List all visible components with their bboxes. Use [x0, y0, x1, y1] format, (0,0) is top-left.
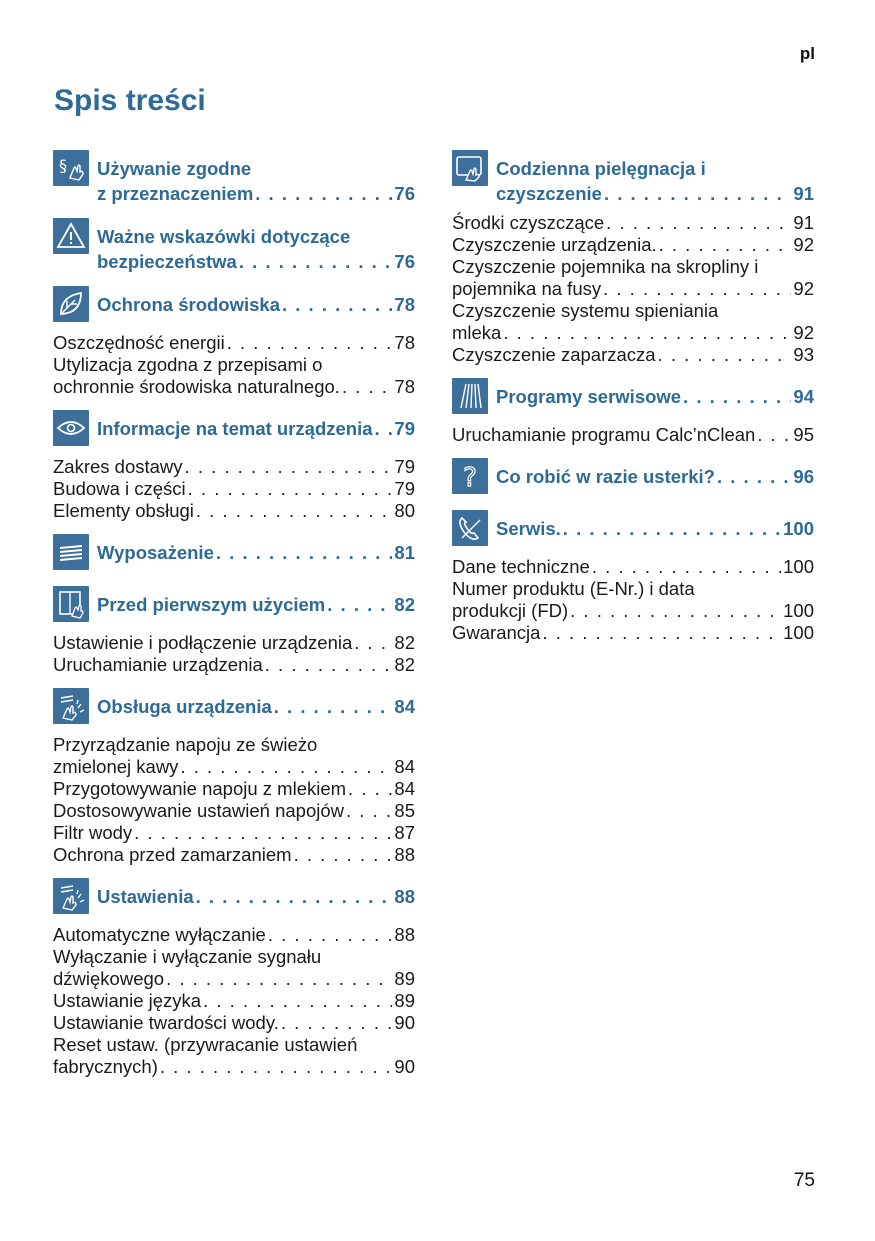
entry-page: 88 [394, 844, 415, 865]
entry-text: Obsługa urządzenia [97, 696, 272, 717]
section-title-leader [97, 181, 415, 206]
leader-dots [294, 844, 393, 866]
section-title [97, 694, 415, 719]
leader-dots [282, 292, 392, 317]
section-title [496, 384, 814, 409]
entry-page: 88 [394, 886, 415, 907]
leader-dots [268, 924, 393, 946]
entry-text: Programy serwisowe [496, 386, 682, 407]
entry-leader [53, 332, 415, 354]
service-program-icon [452, 378, 488, 414]
entry-page: 89 [394, 968, 415, 989]
toc-entry[interactable] [452, 424, 814, 446]
toc-entry[interactable] [53, 632, 415, 654]
section-title [496, 156, 814, 206]
section-title [97, 592, 415, 617]
toc-section [53, 410, 415, 522]
toc-entry[interactable] [53, 1012, 415, 1034]
leader-dots [239, 249, 393, 274]
entry-page: 90 [394, 1012, 415, 1033]
leader-dots [717, 464, 791, 489]
paragraph-hand-icon [53, 150, 89, 186]
entry-leader [452, 322, 814, 344]
section-heading[interactable] [53, 150, 415, 206]
entry-leader [452, 344, 814, 366]
entry-leader [452, 556, 814, 578]
svg-text:?: ? [463, 463, 477, 493]
entry-text: Elementy obsługi [53, 500, 194, 521]
entry-text: Czyszczenie zaparzacza [452, 344, 656, 365]
leader-dots [658, 344, 792, 366]
section-heading[interactable] [53, 534, 415, 574]
entry-text-line: Czyszczenie systemu spieniania [452, 300, 719, 321]
toc-section [452, 378, 814, 446]
leader-dots [348, 778, 392, 800]
entry-text: Budowa i części [53, 478, 186, 499]
entry-page: 80 [394, 500, 415, 521]
toc-entry[interactable] [53, 800, 415, 822]
entry-page: 92 [793, 278, 814, 299]
leader-dots [203, 990, 392, 1012]
leader-dots [570, 600, 781, 622]
entry-text-line: Utylizacja zgodna z przepisami o [53, 354, 323, 375]
entry-page: 79 [394, 418, 415, 439]
entry-text: Ochrona środowiska [97, 294, 280, 315]
section-title-leader [97, 540, 415, 565]
leader-dots [604, 181, 791, 206]
toc-entry[interactable] [452, 256, 814, 300]
entry-page: 76 [394, 183, 415, 204]
entry-leader [452, 600, 814, 622]
entry-page: 93 [793, 344, 814, 365]
entry-text: Serwis. [496, 518, 561, 539]
entry-leader [452, 234, 814, 256]
section-title [97, 292, 415, 317]
entry-page: 96 [793, 466, 814, 487]
leader-dots [592, 556, 781, 578]
section-title-leader [496, 384, 814, 409]
toc-entry[interactable] [53, 946, 415, 990]
toc-entry[interactable] [53, 990, 415, 1012]
entry-text: Zakres dostawy [53, 456, 183, 477]
entry-leader [53, 1056, 415, 1078]
question-mark-icon [452, 458, 488, 494]
entry-text: Czyszczenie urządzenia. [452, 234, 657, 255]
toc-section [53, 586, 415, 676]
entry-text: bezpieczeństwa [97, 251, 237, 272]
entry-page: 88 [394, 924, 415, 945]
accessories-icon [53, 534, 89, 570]
entry-text: Automatyczne wyłączanie [53, 924, 266, 945]
toc-section [53, 150, 415, 206]
section-heading[interactable] [53, 218, 415, 274]
entry-page: 91 [793, 212, 814, 233]
section-heading[interactable] [53, 286, 415, 326]
toc-entry[interactable] [53, 844, 415, 866]
entry-list [53, 632, 415, 676]
entry-leader [452, 424, 814, 446]
toc-section [53, 286, 415, 398]
leader-dots [160, 1056, 393, 1078]
leaf-icon [53, 286, 89, 322]
leader-dots [196, 884, 393, 909]
entry-leader [53, 1012, 415, 1034]
eye-icon [53, 410, 89, 446]
entry-text: Filtr wody [53, 822, 133, 843]
leader-dots [134, 822, 392, 844]
language-code: pl [799, 44, 815, 63]
toc-entry[interactable] [53, 332, 415, 354]
toc-entry[interactable] [452, 212, 814, 234]
section-title [97, 224, 415, 274]
entry-list [452, 556, 814, 644]
entry-text: Ustawianie języka [53, 990, 202, 1011]
section-title [97, 156, 415, 206]
section-heading[interactable] [452, 378, 814, 418]
toc-entry[interactable] [53, 734, 415, 778]
leader-dots [274, 694, 393, 719]
entry-leader [53, 844, 415, 866]
entry-text: Ustawianie twardości wody. [53, 1012, 279, 1033]
entry-text: mleka [452, 322, 502, 343]
entry-leader [53, 924, 415, 946]
entry-leader [53, 500, 415, 522]
entry-text: Dane techniczne [452, 556, 590, 577]
entry-text: produkcji (FD) [452, 600, 569, 621]
section-title-leader [496, 516, 814, 541]
entry-page: 89 [394, 990, 415, 1011]
entry-leader [53, 822, 415, 844]
svg-text:§: § [59, 156, 67, 175]
entry-page: 82 [394, 632, 415, 653]
toc-entry[interactable] [53, 778, 415, 800]
entry-page: 79 [394, 478, 415, 499]
leader-dots [216, 540, 393, 565]
section-title-leader [97, 694, 415, 719]
toc-section [452, 150, 814, 366]
toc-entry[interactable] [452, 556, 814, 578]
entry-leader [53, 756, 415, 778]
leader-dots [659, 234, 792, 256]
entry-list [53, 456, 415, 522]
entry-leader [53, 456, 415, 478]
leader-dots [166, 968, 392, 990]
section-title-leader [97, 416, 415, 441]
page-number: 75 [793, 1170, 815, 1191]
entry-leader [53, 800, 415, 822]
entry-list [53, 734, 415, 866]
entry-text: Uruchamianie urządzenia [53, 654, 263, 675]
section-heading[interactable] [452, 150, 814, 206]
section-title-leader [97, 592, 415, 617]
entry-text: Co robić w razie usterki? [496, 466, 715, 487]
section-title [97, 416, 415, 441]
toc-entry[interactable] [452, 622, 814, 644]
toc-right-column [452, 150, 814, 656]
section-heading[interactable] [452, 510, 814, 550]
entry-text: Ustawienie i podłączenie urządzenia [53, 632, 353, 653]
entry-page: 84 [394, 696, 415, 717]
entry-text-line: Przyrządzanie napoju ze świeżo [53, 734, 318, 755]
entry-page: 100 [783, 622, 814, 643]
leader-dots [354, 632, 392, 654]
entry-text: zmielonej kawy [53, 756, 179, 777]
section-title-line: Używanie zgodne [97, 158, 252, 179]
section-title-leader [97, 884, 415, 909]
entry-list [53, 332, 415, 398]
toc-section [452, 458, 814, 498]
toc-entry[interactable] [53, 478, 415, 500]
leader-dots [281, 1012, 393, 1034]
toc-entry[interactable] [53, 924, 415, 946]
leader-dots [375, 416, 393, 441]
entry-page: 100 [783, 518, 814, 539]
leader-dots [542, 622, 781, 644]
entry-page: 78 [394, 332, 415, 353]
entry-text: Ochrona przed zamarzaniem [53, 844, 292, 865]
toc-entry[interactable] [53, 654, 415, 676]
section-title [97, 884, 415, 909]
toc-left-column [53, 150, 415, 1090]
entry-page: 84 [394, 778, 415, 799]
cleaning-hand-icon [452, 150, 488, 186]
entry-page: 87 [394, 822, 415, 843]
leader-dots [503, 322, 791, 344]
entry-text: z przeznaczeniem [97, 183, 254, 204]
leader-dots [196, 500, 393, 522]
toc-section [53, 878, 415, 1078]
section-title [496, 516, 814, 541]
section-heading[interactable] [53, 878, 415, 918]
leader-dots [683, 384, 791, 409]
section-heading[interactable] [53, 586, 415, 626]
toc-entry[interactable] [53, 354, 415, 398]
section-title-leader [97, 249, 415, 274]
toc-entry[interactable] [452, 344, 814, 366]
entry-leader [452, 622, 814, 644]
leader-dots [342, 376, 392, 398]
entry-leader [53, 990, 415, 1012]
toc-entry[interactable] [452, 578, 814, 622]
leader-dots [346, 800, 392, 822]
entry-text: Informacje na temat urządzenia [97, 418, 373, 439]
entry-text: Oszczędność energii [53, 332, 225, 353]
entry-page: 81 [394, 542, 415, 563]
entry-list [452, 424, 814, 446]
toc-entry[interactable] [53, 1034, 415, 1078]
leader-dots [185, 456, 393, 478]
leader-dots [757, 424, 791, 446]
entry-text: Przygotowywanie napoju z mlekiem [53, 778, 347, 799]
entry-text: Środki czyszczące [452, 212, 605, 233]
entry-page: 90 [394, 1056, 415, 1077]
entry-text: pojemnika na fusy [452, 278, 602, 299]
page-title: Spis treści [54, 84, 206, 117]
toc-entry[interactable] [53, 500, 415, 522]
entry-list [452, 212, 814, 366]
section-title-leader [97, 292, 415, 317]
section-title [97, 540, 415, 565]
entry-page: 76 [394, 251, 415, 272]
leader-dots [255, 181, 392, 206]
entry-page: 84 [394, 756, 415, 777]
entry-page: 100 [783, 556, 814, 577]
entry-text-line: Numer produktu (E-Nr.) i data [452, 578, 695, 599]
entry-page: 79 [394, 456, 415, 477]
entry-page: 85 [394, 800, 415, 821]
entry-list [53, 924, 415, 1078]
toc-entry[interactable] [452, 234, 814, 256]
settings-hand-icon [53, 878, 89, 914]
warning-triangle-icon [53, 218, 89, 254]
toc-entry[interactable] [53, 456, 415, 478]
entry-text: dźwiękowego [53, 968, 165, 989]
leader-dots [227, 332, 393, 354]
entry-page: 94 [793, 386, 814, 407]
leader-dots [603, 278, 791, 300]
section-heading[interactable] [53, 688, 415, 728]
entry-text: Gwarancja [452, 622, 541, 643]
entry-leader [452, 278, 814, 300]
toc-section [452, 510, 814, 644]
entry-leader [53, 632, 415, 654]
toc-section [53, 688, 415, 866]
entry-page: 82 [394, 654, 415, 675]
section-title-line: Ważne wskazówki dotyczące [97, 226, 351, 247]
entry-text-line: Wyłączanie i wyłączanie sygnału [53, 946, 322, 967]
entry-page: 78 [394, 294, 415, 315]
toc-entry[interactable] [53, 822, 415, 844]
entry-text: Uruchamianie programu Calc’nClean [452, 424, 756, 445]
entry-text: ochronnie środowiska naturalnego. [53, 376, 340, 397]
leader-dots [606, 212, 791, 234]
entry-leader [53, 478, 415, 500]
operation-hand-icon [53, 688, 89, 724]
entry-text: Przed pierwszym użyciem [97, 594, 326, 615]
leader-dots [563, 516, 781, 541]
entry-page: 95 [793, 424, 814, 445]
entry-text: fabrycznych) [53, 1056, 158, 1077]
entry-leader [452, 212, 814, 234]
entry-text-line: Czyszczenie pojemnika na skropliny i [452, 256, 759, 277]
section-title-line: Codzienna pielęgnacja i [496, 158, 706, 179]
leader-dots [188, 478, 393, 500]
entry-text: Ustawienia [97, 886, 194, 907]
entry-leader [53, 968, 415, 990]
toc-section [53, 218, 415, 274]
entry-leader [53, 376, 415, 398]
entry-page: 91 [793, 183, 814, 204]
leader-dots [180, 756, 392, 778]
section-heading[interactable] [452, 458, 814, 498]
entry-text: czyszczenie [496, 183, 602, 204]
section-title-leader [496, 464, 814, 489]
toc-section [53, 534, 415, 574]
toc-entry[interactable] [452, 300, 814, 344]
leader-dots [327, 592, 392, 617]
section-title-leader [496, 181, 814, 206]
entry-text: Wyposażenie [97, 542, 214, 563]
section-title [496, 464, 814, 489]
entry-leader [53, 654, 415, 676]
section-heading[interactable] [53, 410, 415, 450]
entry-page: 92 [793, 234, 814, 255]
entry-page: 92 [793, 322, 814, 343]
first-use-icon [53, 586, 89, 622]
entry-text: Dostosowywanie ustawień napojów [53, 800, 345, 821]
entry-page: 82 [394, 594, 415, 615]
leader-dots [265, 654, 393, 676]
entry-leader [53, 778, 415, 800]
entry-text-line: Reset ustaw. (przywracanie ustawień [53, 1034, 358, 1055]
entry-page: 78 [394, 376, 415, 397]
phone-icon [452, 510, 488, 546]
entry-page: 100 [783, 600, 814, 621]
